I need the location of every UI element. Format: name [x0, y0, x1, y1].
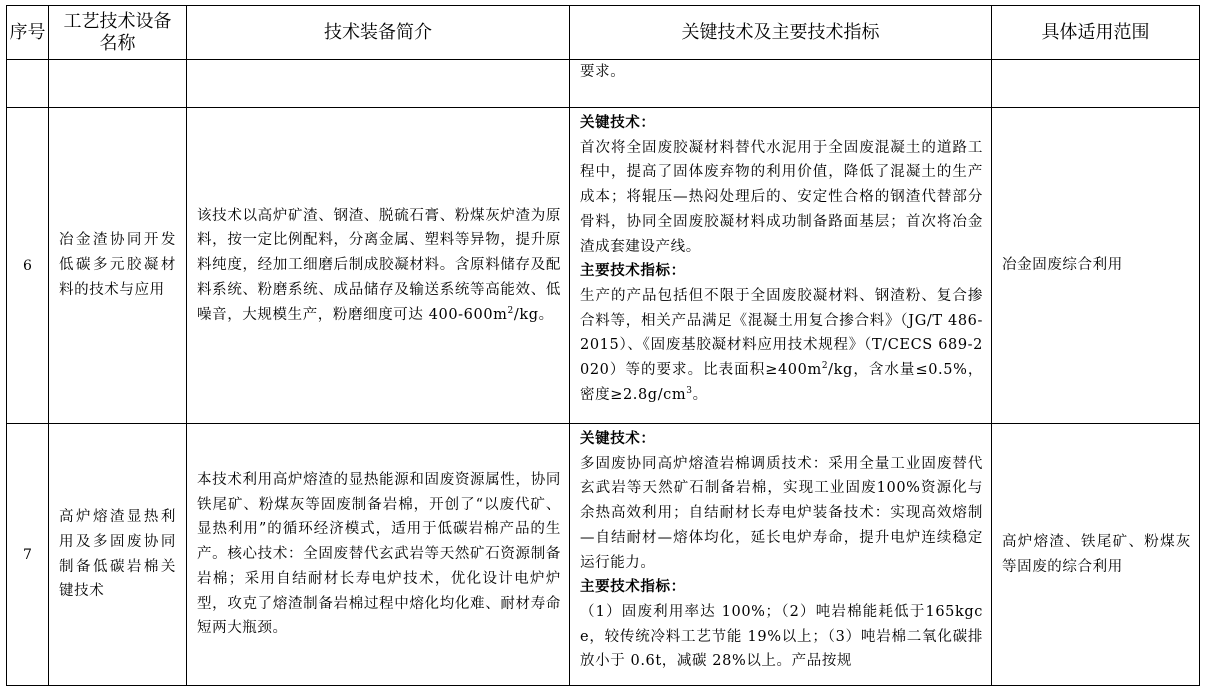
- row6-index-title: 主要技术指标：: [580, 263, 686, 280]
- header-intro: 技术装备简介: [187, 6, 570, 60]
- row6-intro-main: 该技术以高炉矿渣、钢渣、脱硫石膏、粉煤灰炉渣为原料，按一定比例配料，分离金属、塑料等异物，提升原料纯度，经加工细磨后制成胶凝材料。含原料储存及配料系统、粉磨系统、成品储存及输送系统等高能效、低噪音，大规模生产，粉磨细度可达 400-600m: [197, 207, 561, 323]
- row6-index-sup1: 2: [821, 361, 829, 372]
- row6-index-mid: /kg，含水量≤0.5%，密度≥2.8g/cm: [580, 362, 983, 403]
- row7-key: [570, 424, 992, 686]
- table-row-continued: [7, 60, 1200, 108]
- row6-index-main: 生产的产品包括但不限于全固废胶凝材料、钢渣粉、复合掺合料等，相关产品满足《混凝土用复合掺合料》（JG/T 486-2015）、《固废基胶凝材料应用技术规程》（T/CECS 689-2020）等的要求。比表面积≥400m: [580, 287, 983, 379]
- table-row-7: [7, 424, 1200, 686]
- cell-empty: [49, 60, 187, 108]
- row7-name: 高炉熔渣显热利用及多固废协同制备低碳岩棉关键技术: [49, 424, 187, 686]
- row7-intro: 本技术利用高炉熔渣的显热能源和固废资源属性，协同铁尾矿、粉煤灰等固废制备岩棉，开创了“以废代矿、显热利用”的循环经济模式，适用于低碳岩棉产品的生产。核心技术：全固废替代玄武岩等天然矿石资源制备岩棉；采用自结耐材长寿电炉技术，优化设计电炉炉型，攻克了熔渣制备岩棉过程中熔化均化难、耐材寿命短两大瓶颈。: [187, 424, 570, 686]
- row6-intro: [187, 108, 570, 424]
- cell-empty: [7, 60, 49, 108]
- row7-scope: 高炉熔渣、铁尾矿、粉煤灰等固废的综合利用: [992, 424, 1200, 686]
- row6-intro-sup: 2: [507, 305, 514, 316]
- technology-table: [6, 5, 1200, 686]
- header-row: [7, 6, 1200, 60]
- header-no: 序号: [7, 6, 49, 60]
- row7-index-title: 主要技术指标：: [580, 579, 686, 596]
- row6-index-sup2: 3: [686, 385, 693, 396]
- row6-key: [570, 108, 992, 424]
- row6-scope: 冶金固废综合利用: [992, 108, 1200, 424]
- row7-key-title: 关键技术：: [580, 431, 656, 447]
- row6-no: 6: [7, 108, 49, 424]
- cont-key-text: 要求。: [580, 64, 626, 80]
- header-name: 工艺技术设备名称: [49, 6, 187, 60]
- cell-empty: [187, 60, 570, 108]
- cell-empty: [992, 60, 1200, 108]
- row6-index-end: 。: [692, 386, 708, 403]
- header-scope: 具体适用范围: [992, 6, 1200, 60]
- row6-index-text: [580, 284, 983, 408]
- row7-index-text: （1）固废利用率达 100%；（2）吨岩棉能耗低于165kgce，较传统冷料工艺节能 19%以上；（3）吨岩棉二氧化碳排放小于 0.6t，减碳 28%以上。产品按规: [580, 603, 983, 670]
- row6-name: 冶金渣协同开发低碳多元胶凝材料的技术与应用: [49, 108, 187, 424]
- row6-key-text: 首次将全固废胶凝材料替代水泥用于全固废混凝土的道路工程中，提高了固体废弃物的利用价值，降低了混凝土的生产成本；将辊压—热闷处理后的、安定性合格的钢渣代替部分骨料，协同全固废胶凝材料成功制备路面基层；首次将冶金渣成套建设产线。: [580, 139, 983, 255]
- row7-key-text: 多固废协同高炉熔渣岩棉调质技术：采用全量工业固废替代玄武岩等天然矿石制备岩棉，实现工业固废100%资源化与余热高效利用；自结耐材长寿电炉装备技术：实现高效熔制—自结耐材—熔体均化，延长电炉寿命，提升电炉连续稳定运行能力。: [580, 455, 983, 571]
- row6-key-title: 关键技术：: [580, 115, 656, 131]
- row7-no: 7: [7, 424, 49, 686]
- header-key: 关键技术及主要技术指标: [570, 6, 992, 60]
- row6-intro-end: /kg。: [513, 306, 554, 323]
- table-row-6: [7, 108, 1200, 424]
- cont-key-cell: [570, 60, 992, 108]
